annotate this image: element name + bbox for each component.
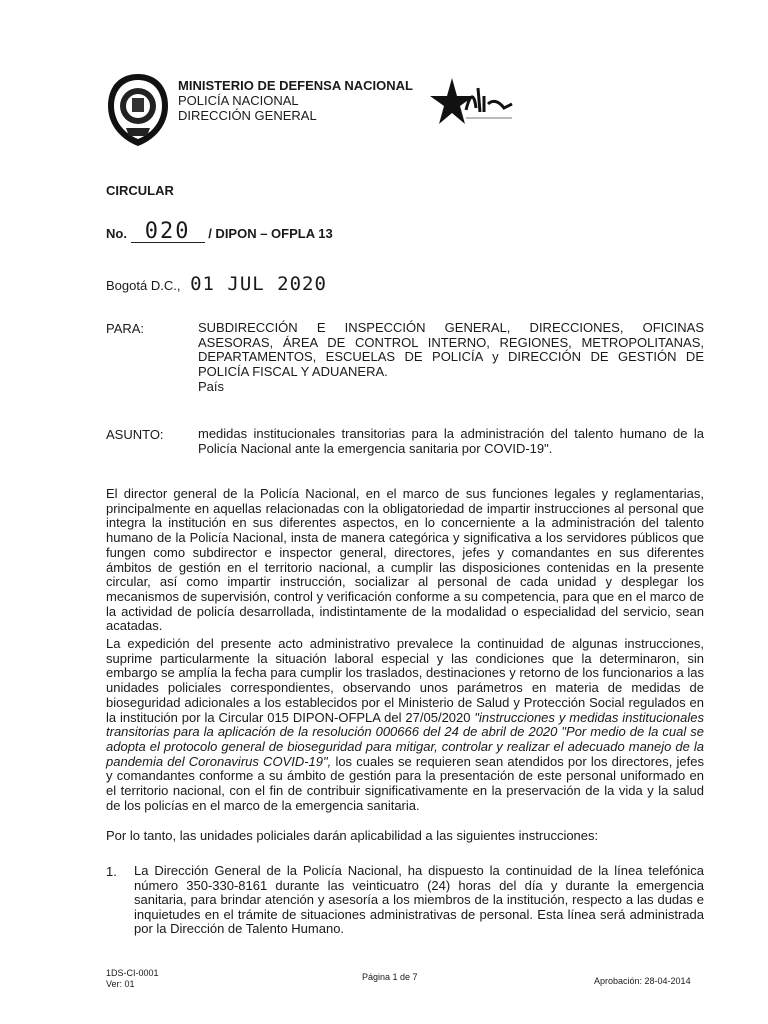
footer-approval: Aprobación: 28-04-2014 [594, 976, 691, 986]
document-date: 01 JUL 2020 [190, 273, 327, 295]
direction-name: DIRECCIÓN GENERAL [178, 108, 317, 123]
para-recipients [198, 321, 704, 395]
footer-page: Página 1 de 7 [362, 972, 418, 982]
body-paragraph-3: Por lo tanto, las unidades policiales darán aplicabilidad a las siguientes instrucciones: [106, 828, 599, 843]
footer-left [106, 968, 159, 990]
circular-number: 020 [131, 222, 205, 243]
ministry-name: MINISTERIO DE DEFENSA NACIONAL [178, 78, 413, 93]
para-country: País [198, 378, 225, 394]
body-paragraph-2-quote: "instrucciones y medidas institucionales transitorias para la aplicación de la resolución 000666 del 24 de abril de 2020 "Por medio de la cual se adopta el protocolo general de bioseguridad para mitigar, controlar y realizar el adecuado manejo de la pandemia del Coronavirus COVID-19", [106, 709, 704, 769]
police-seal-logo [104, 72, 172, 148]
asunto-label: ASUNTO: [106, 427, 164, 442]
body-paragraph-2 [106, 637, 704, 813]
number-prefix: No. [106, 226, 127, 241]
para-recipients-text: SUBDIRECCIÓN E INSPECCIÓN GENERAL, DIRECCIONES, OFICINAS ASESORAS, ÁREA DE CONTROL INTERNO, REGIONES, METROPOLITANAS, DEPARTAMENTOS, ESCUELAS DE POLICÍA y DIRECCIÓN DE GESTIÓN DE POLICÍA FISCAL Y ADUANERA. [198, 320, 704, 380]
item-1-text: La Dirección General de la Policía Nacional, ha dispuesto la continuidad de la línea telefónica número 350-330-8161 durante las veinticuatro (24) horas del día y durante la emergencia sanitaria, para brindar atención y asesoría a los miembros de la institución, respecto a las dudas e inquietudes en el trámite de situaciones administrativas de personal. Esta línea será administrada por la Dirección de Talento Humano. [134, 863, 704, 937]
item-1-number: 1. [106, 864, 117, 879]
footer-version: Ver: 01 [106, 979, 135, 989]
institutional-star-logo [426, 74, 518, 128]
police-name: POLICÍA NACIONAL [178, 93, 299, 108]
number-suffix: / DIPON – OFPLA 13 [208, 226, 333, 241]
document-type: CIRCULAR [106, 183, 174, 198]
asunto-text: medidas institucionales transitorias para la administración del talento humano de la Policía Nacional ante la emergencia sanitaria por COVID-19". [198, 426, 704, 456]
footer-code: 1DS-CI-0001 [106, 968, 159, 978]
place-date-line [106, 273, 327, 295]
body-paragraph-2-part-a: La expedición del presente acto administrativo prevalece la continuidad de algunas instrucciones, suprime particularmente la situación laboral especial y las condiciones que la determinaron, sin embargo se amplía la fecha para cumplir los traslados, destinaciones y retorno de los funcionarios a las unidades policiales correspondientes, observando unos parámetros en materia de medidas de bioseguridad adicionales a los establecidos por el Ministerio de Salud y Protección Social regulados en la institución por la Circular 015 DIPON-OFPLA del 27/05/2020 [106, 636, 704, 725]
para-label: PARA: [106, 321, 145, 336]
body-paragraph-1: El director general de la Policía Nacional, en el marco de sus funciones legales y reglamentarias, principalmente en aquellas relacionadas con la obligatoriedad de impartir instrucciones al personal que integra la institución en sus diferentes aspectos, en lo concerniente a la administración del talento humano de la Policía Nacional, insta de manera categórica y significativa a los servidores públicos que fungen como subdirector e inspector general, directores, jefes y comandantes en sus diferentes ámbitos de gestión en el territorio nacional, a cumplir las disposiciones contenidas en la presente circular, así como impartir instrucción, socializar al personal de cada unidad y desplegar los mecanismos de supervisión, control y verificación conforme a su competencia, para que en el marco de la actividad de policía desarrollada, indistintamente de la modalidad o especialidad del servicio, sean acatadas. [106, 486, 704, 634]
body-paragraph-2-part-b: los cuales se requieren sean atendidos por los directores, jefes y comandantes conforme a su ámbito de gestión para la presentación de este personal uniformado en el territorio nacional, con el fin de contribuir significativamente en la preservación de la vida y la salud de los policías en el marco de la emergencia sanitaria. [106, 753, 704, 813]
circular-number-line [106, 219, 333, 244]
place: Bogotá D.C., [106, 278, 181, 293]
